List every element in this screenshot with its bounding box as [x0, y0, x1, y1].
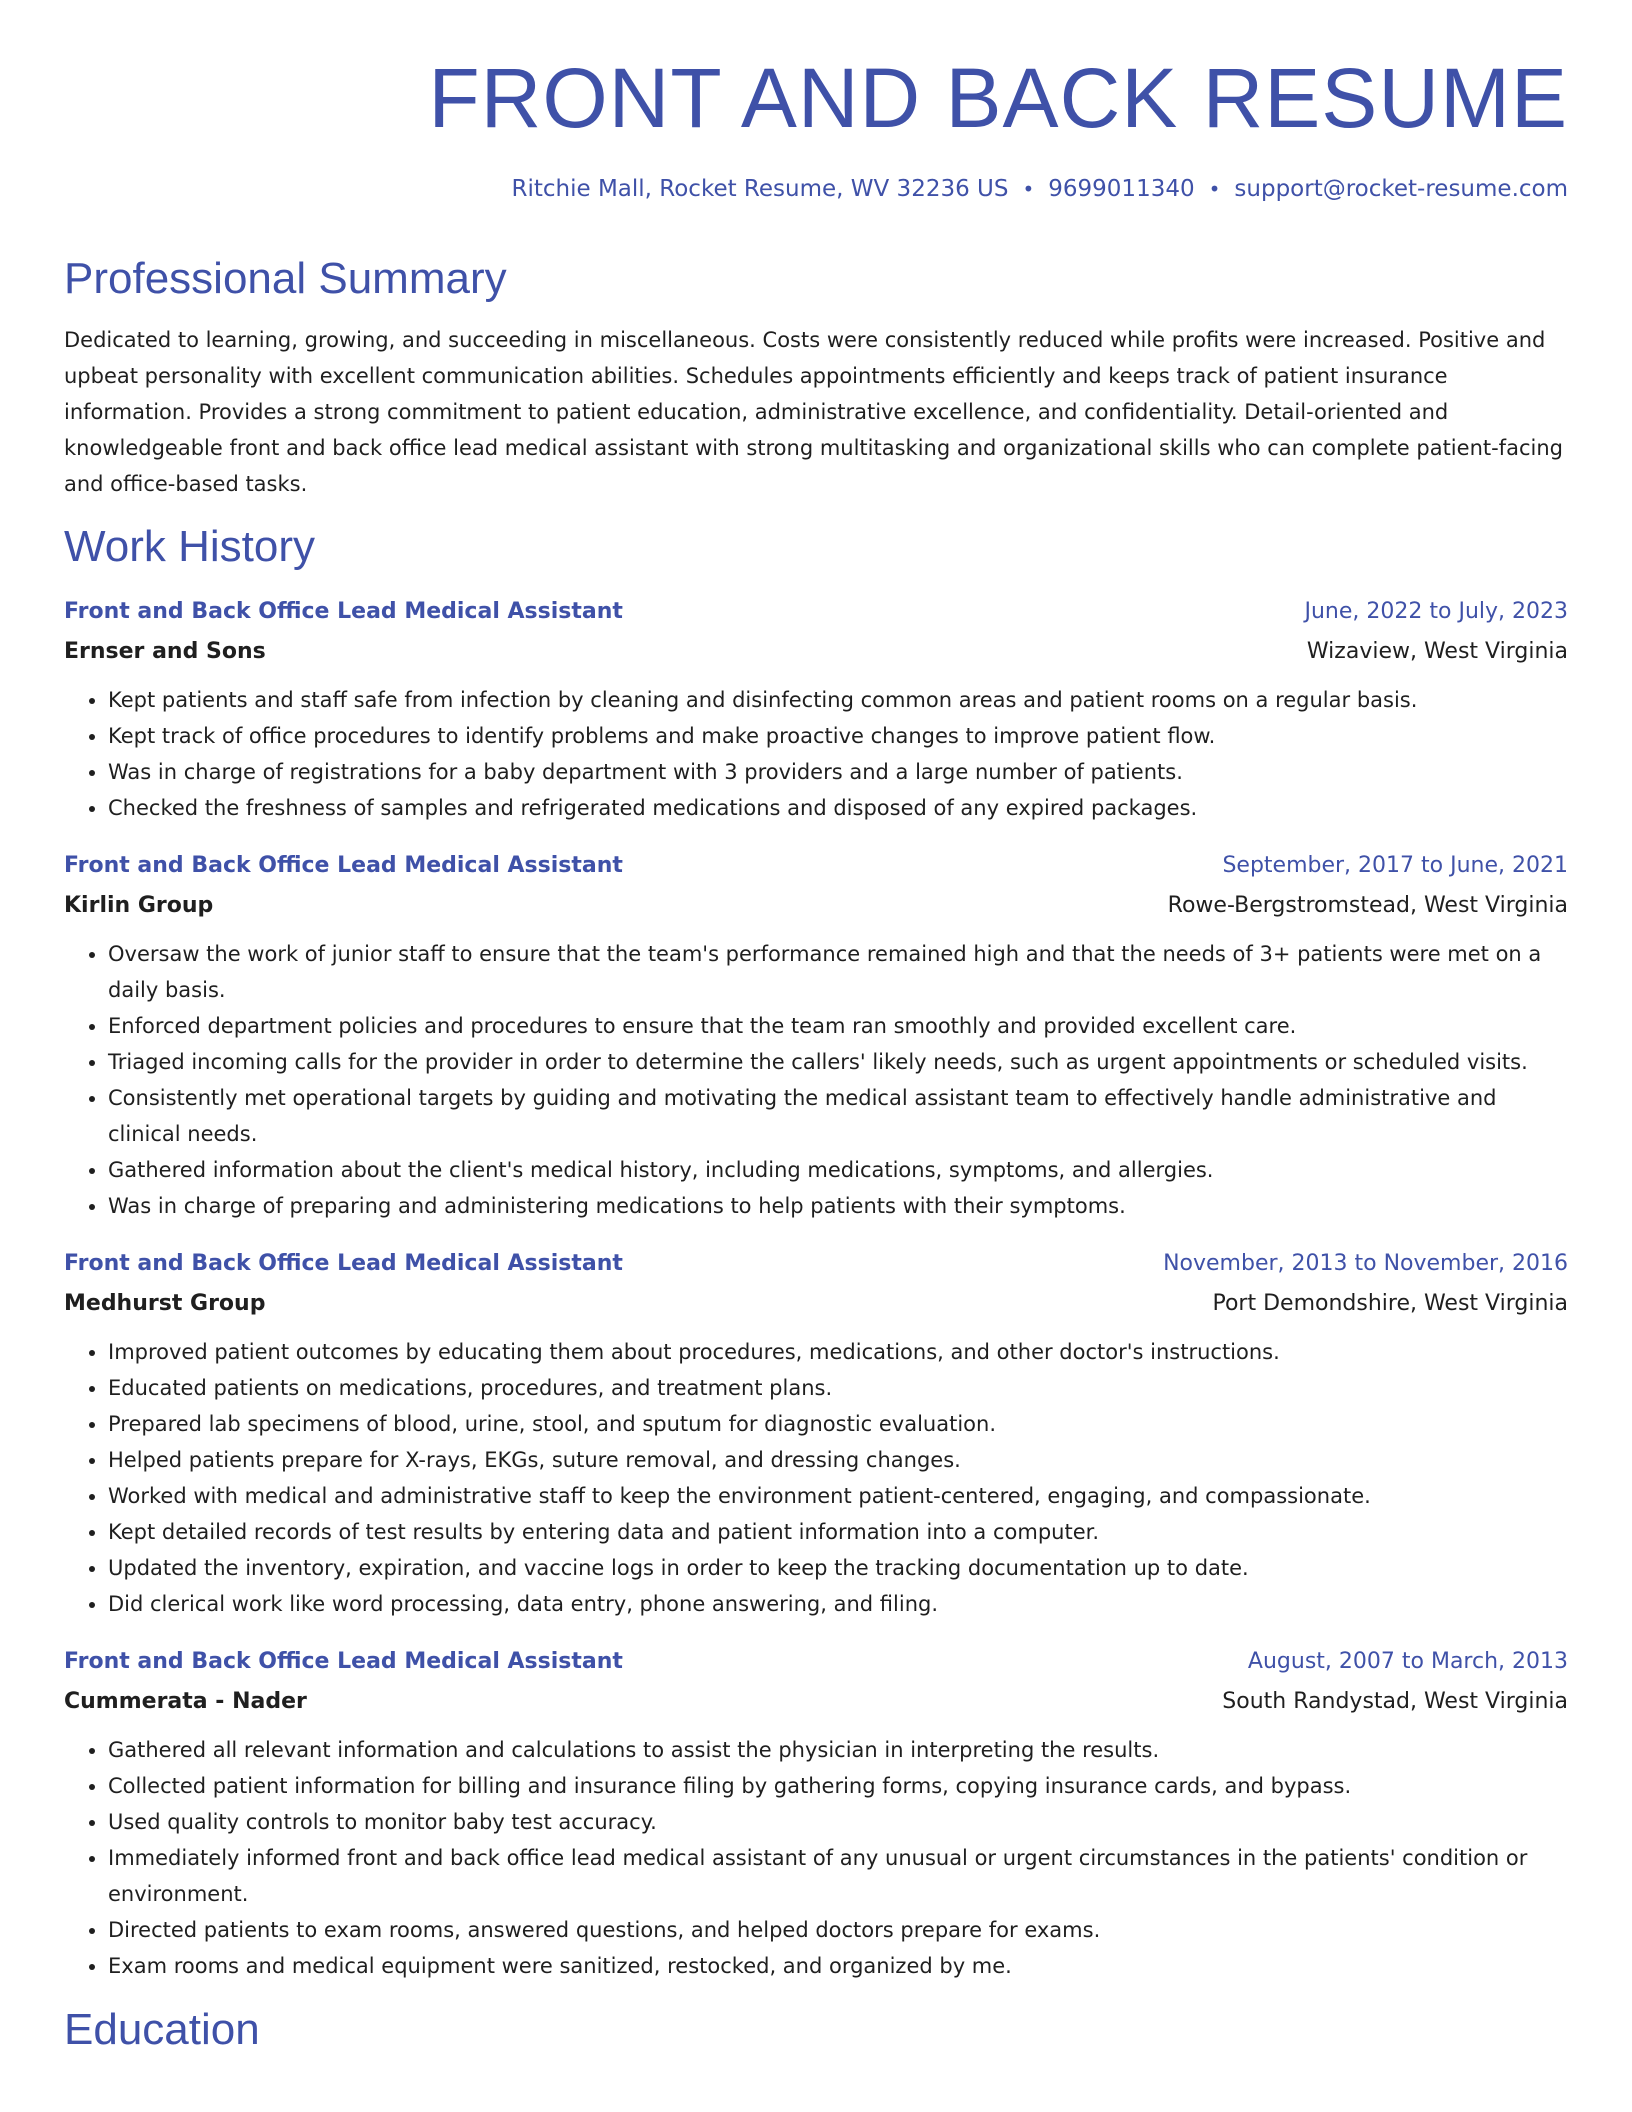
job-bullet: • Prepared lab specimens of blood, urine, stool, and sputum for diagnostic evaluation. [108, 1406, 1568, 1442]
job-bullet: • Gathered all relevant information and calculations to assist the physician in interpreting the results. [108, 1732, 1568, 1768]
job-entry [64, 1642, 1568, 1984]
education-heading: Education [64, 2005, 260, 2055]
job-title-row [64, 1642, 1568, 1682]
resume-page [64, 0, 1568, 2112]
job-location: Rowe-Bergstromstead, West Virginia [1167, 893, 1568, 919]
job-bullet: • Kept patients and staff safe from infection by cleaning and disinfecting common areas and patient rooms on a regular basis. [108, 682, 1568, 718]
job-bullets [64, 682, 1568, 826]
job-location: South Randystad, West Virginia [1222, 1689, 1568, 1715]
contact-email: support@rocket-resume.com [1234, 175, 1568, 202]
job-title: Front and Back Office Lead Medical Assistant [64, 599, 623, 625]
job-bullets [64, 936, 1568, 1224]
job-company-row [64, 886, 1568, 926]
job-bullet: • Kept detailed records of test results by entering data and patient information into a computer. [108, 1514, 1568, 1550]
education-section [64, 2004, 1568, 2057]
job-bullets [64, 1334, 1568, 1622]
resume-header [64, 0, 1568, 205]
job-company: Cummerata - Nader [64, 1689, 307, 1715]
job-bullet: • Triaged incoming calls for the provider in order to determine the callers' likely needs, such as urgent appointments or scheduled visits. [108, 1044, 1568, 1080]
work-history-heading: Work History [64, 522, 315, 572]
contact-line [64, 175, 1568, 205]
job-title: Front and Back Office Lead Medical Assistant [64, 1251, 623, 1277]
job-bullet: • Educated patients on medications, procedures, and treatment plans. [108, 1370, 1568, 1406]
job-bullet: • Checked the freshness of samples and refrigerated medications and disposed of any expired packages. [108, 790, 1568, 826]
job-dates: November, 2013 to November, 2016 [1163, 1251, 1568, 1277]
resume-name: FRONT AND BACK RESUME [428, 51, 1568, 145]
job-company-row [64, 1682, 1568, 1722]
job-bullet: • Was in charge of preparing and administering medications to help patients with their symptoms. [108, 1188, 1568, 1224]
job-bullet: • Immediately informed front and back office lead medical assistant of any unusual or urgent circumstances in the patients' condition or environment. [108, 1840, 1568, 1912]
work-history-section [64, 521, 1568, 1984]
job-title-row [64, 1244, 1568, 1284]
job-bullet: • Gathered information about the client's medical history, including medications, symptoms, and allergies. [108, 1152, 1568, 1188]
contact-address: Ritchie Mall, Rocket Resume, WV 32236 US [511, 175, 1009, 202]
summary-paragraph: Dedicated to learning, growing, and succeeding in miscellaneous. Costs were consistently reduced while profits were increased. Positive and upbeat personality with excellent communication abilities. Schedules appointments efficiently and keeps track of patient insurance information. Provides a strong commitment to patient education, administrative excellence, and confidentiality. Detail-oriented and knowledgeable front and back office lead medical assistant with strong multitasking and organizational skills who can complete patient-facing and office-based tasks. [64, 328, 1563, 497]
job-title-row [64, 592, 1568, 632]
job-title: Front and Back Office Lead Medical Assistant [64, 853, 623, 879]
job-dates: September, 2017 to June, 2021 [1222, 853, 1568, 879]
job-title: Front and Back Office Lead Medical Assistant [64, 1649, 623, 1675]
job-bullet: • Updated the inventory, expiration, and vaccine logs in order to keep the tracking documentation up to date. [108, 1550, 1568, 1586]
job-entry [64, 1244, 1568, 1622]
job-bullet: • Exam rooms and medical equipment were sanitized, restocked, and organized by me. [108, 1948, 1568, 1984]
job-dates: August, 2007 to March, 2013 [1247, 1649, 1568, 1675]
summary-section [64, 253, 1568, 503]
job-bullet: • Used quality controls to monitor baby test accuracy. [108, 1804, 1568, 1840]
job-bullet: • Helped patients prepare for X-rays, EKGs, suture removal, and dressing changes. [108, 1442, 1568, 1478]
job-bullet: • Worked with medical and administrative staff to keep the environment patient-centered, engaging, and compassionate. [108, 1478, 1568, 1514]
summary-heading: Professional Summary [64, 253, 507, 303]
job-location: Wizaview, West Virginia [1306, 639, 1568, 665]
job-title-row [64, 846, 1568, 886]
job-bullet: • Was in charge of registrations for a baby department with 3 providers and a large number of patients. [108, 754, 1568, 790]
job-company-row [64, 632, 1568, 672]
job-bullet: • Oversaw the work of junior staff to ensure that the team's performance remained high and that the needs of 3+ patients were met on a daily basis. [108, 936, 1568, 1008]
job-bullet: • Collected patient information for billing and insurance filing by gathering forms, copying insurance cards, and bypass. [108, 1768, 1568, 1804]
job-entry [64, 592, 1568, 826]
job-bullet: • Improved patient outcomes by educating them about procedures, medications, and other doctor's instructions. [108, 1334, 1568, 1370]
job-bullet: • Consistently met operational targets by guiding and motivating the medical assistant team to effectively handle administrative and clinical needs. [108, 1080, 1568, 1152]
job-bullet: • Directed patients to exam rooms, answered questions, and helped doctors prepare for exams. [108, 1912, 1568, 1948]
job-bullets [64, 1732, 1568, 1984]
job-company: Kirlin Group [64, 893, 214, 919]
contact-separator: • [1022, 176, 1035, 201]
job-bullet: • Did clerical work like word processing, data entry, phone answering, and filing. [108, 1586, 1568, 1622]
job-company: Ernser and Sons [64, 639, 266, 665]
job-location: Port Demondshire, West Virginia [1212, 1291, 1568, 1317]
job-company: Medhurst Group [64, 1291, 266, 1317]
contact-phone: 9699011340 [1048, 175, 1195, 202]
job-dates: June, 2022 to July, 2023 [1304, 599, 1568, 625]
job-entry [64, 846, 1568, 1224]
job-bullet: • Kept track of office procedures to identify problems and make proactive changes to improve patient flow. [108, 718, 1568, 754]
job-bullet: • Enforced department policies and procedures to ensure that the team ran smoothly and provided excellent care. [108, 1008, 1568, 1044]
job-company-row [64, 1284, 1568, 1324]
contact-separator: • [1208, 176, 1221, 201]
